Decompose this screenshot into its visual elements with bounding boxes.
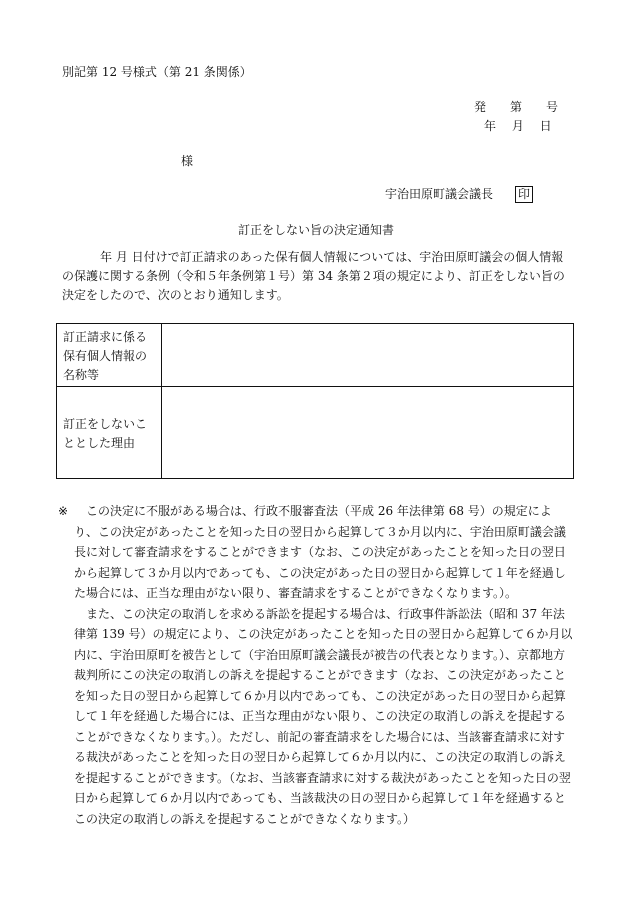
info-table xyxy=(56,323,574,479)
issue-date: 年 月 日 xyxy=(484,119,552,133)
intro-paragraph: 年 月 日付けで訂正請求のあった保有個人情報については、宇治田原町議会の個人情報の保護に関する条例（令和５年条例第１号）第 34 条第２項の規定により、訂正をしない旨の決定をしたので、次のとおり通知します。 xyxy=(62,250,565,302)
row1-label: 訂正請求に係る保有個人情報の名称等 xyxy=(57,324,162,387)
row2-value xyxy=(162,387,574,479)
notice-paragraph-1: この決定に不服がある場合は、行政不服審査法（平成 26 年法律第 68 号）の規定により、この決定があったことを知った日の翌日から起算して３か月以内に、宇治田原町議会議長に対して審査請求をすることができます（なお、この決定があったことを知った日の翌日から起算して３か月以内であっても、この決定があった日の翌日から起算して１年を経過した場合には、正当な理由がない限り、審査請求をすることができなくなります。）。 xyxy=(74,504,566,600)
document-title: 訂正をしない旨の決定通知書 xyxy=(238,223,395,237)
table-row xyxy=(57,387,574,479)
form-label: 別記第 12 号様式（第 21 条関係） xyxy=(62,65,252,79)
notice-section xyxy=(58,501,574,829)
row2-label: 訂正をしないこととした理由 xyxy=(57,387,162,479)
sender-name: 宇治田原町議会議長 xyxy=(385,187,494,201)
seal-mark: 印 xyxy=(515,186,533,203)
issue-number: 発 第 号 xyxy=(474,100,559,114)
sender-block xyxy=(385,185,533,203)
note-mark: ※ xyxy=(58,504,69,518)
notice-paragraph-2: また、この決定の取消しを求める訴訟を提起する場合は、行政事件訴訟法（昭和 37 年法律第 139 号）の規定により、この決定があったことを知った日の翌日から起算して６か月以内に、宇治田原町を被告として（宇治田原町議会議長が被告の代表となります。）、京都地方裁判所にこの決定の取消しの訴えを提起することができます（なお、この決定があったことを知った日の翌日から起算して６か月以内であっても、この決定があった日の翌日から起算して１年を経過した場合には、正当な理由がない限り、この決定の取消しの訴えを提起することができなくなります。）。ただし、前記の審査請求をした場合には、当該審査請求に対する裁決があったことを知った日の翌日から起算して６か月以内に、この決定の取消しの訴えを提起することができます。（なお、当該審査請求に対する裁決があったことを知った日の翌日から起算して６か月以内であっても、当該裁決の日の翌日から起算して１年を経過するとこの決定の取消しの訴えを提起することができなくなります。） xyxy=(74,606,573,826)
row1-value xyxy=(162,324,574,387)
addressee: 様 xyxy=(181,154,194,168)
table-row xyxy=(57,324,574,387)
